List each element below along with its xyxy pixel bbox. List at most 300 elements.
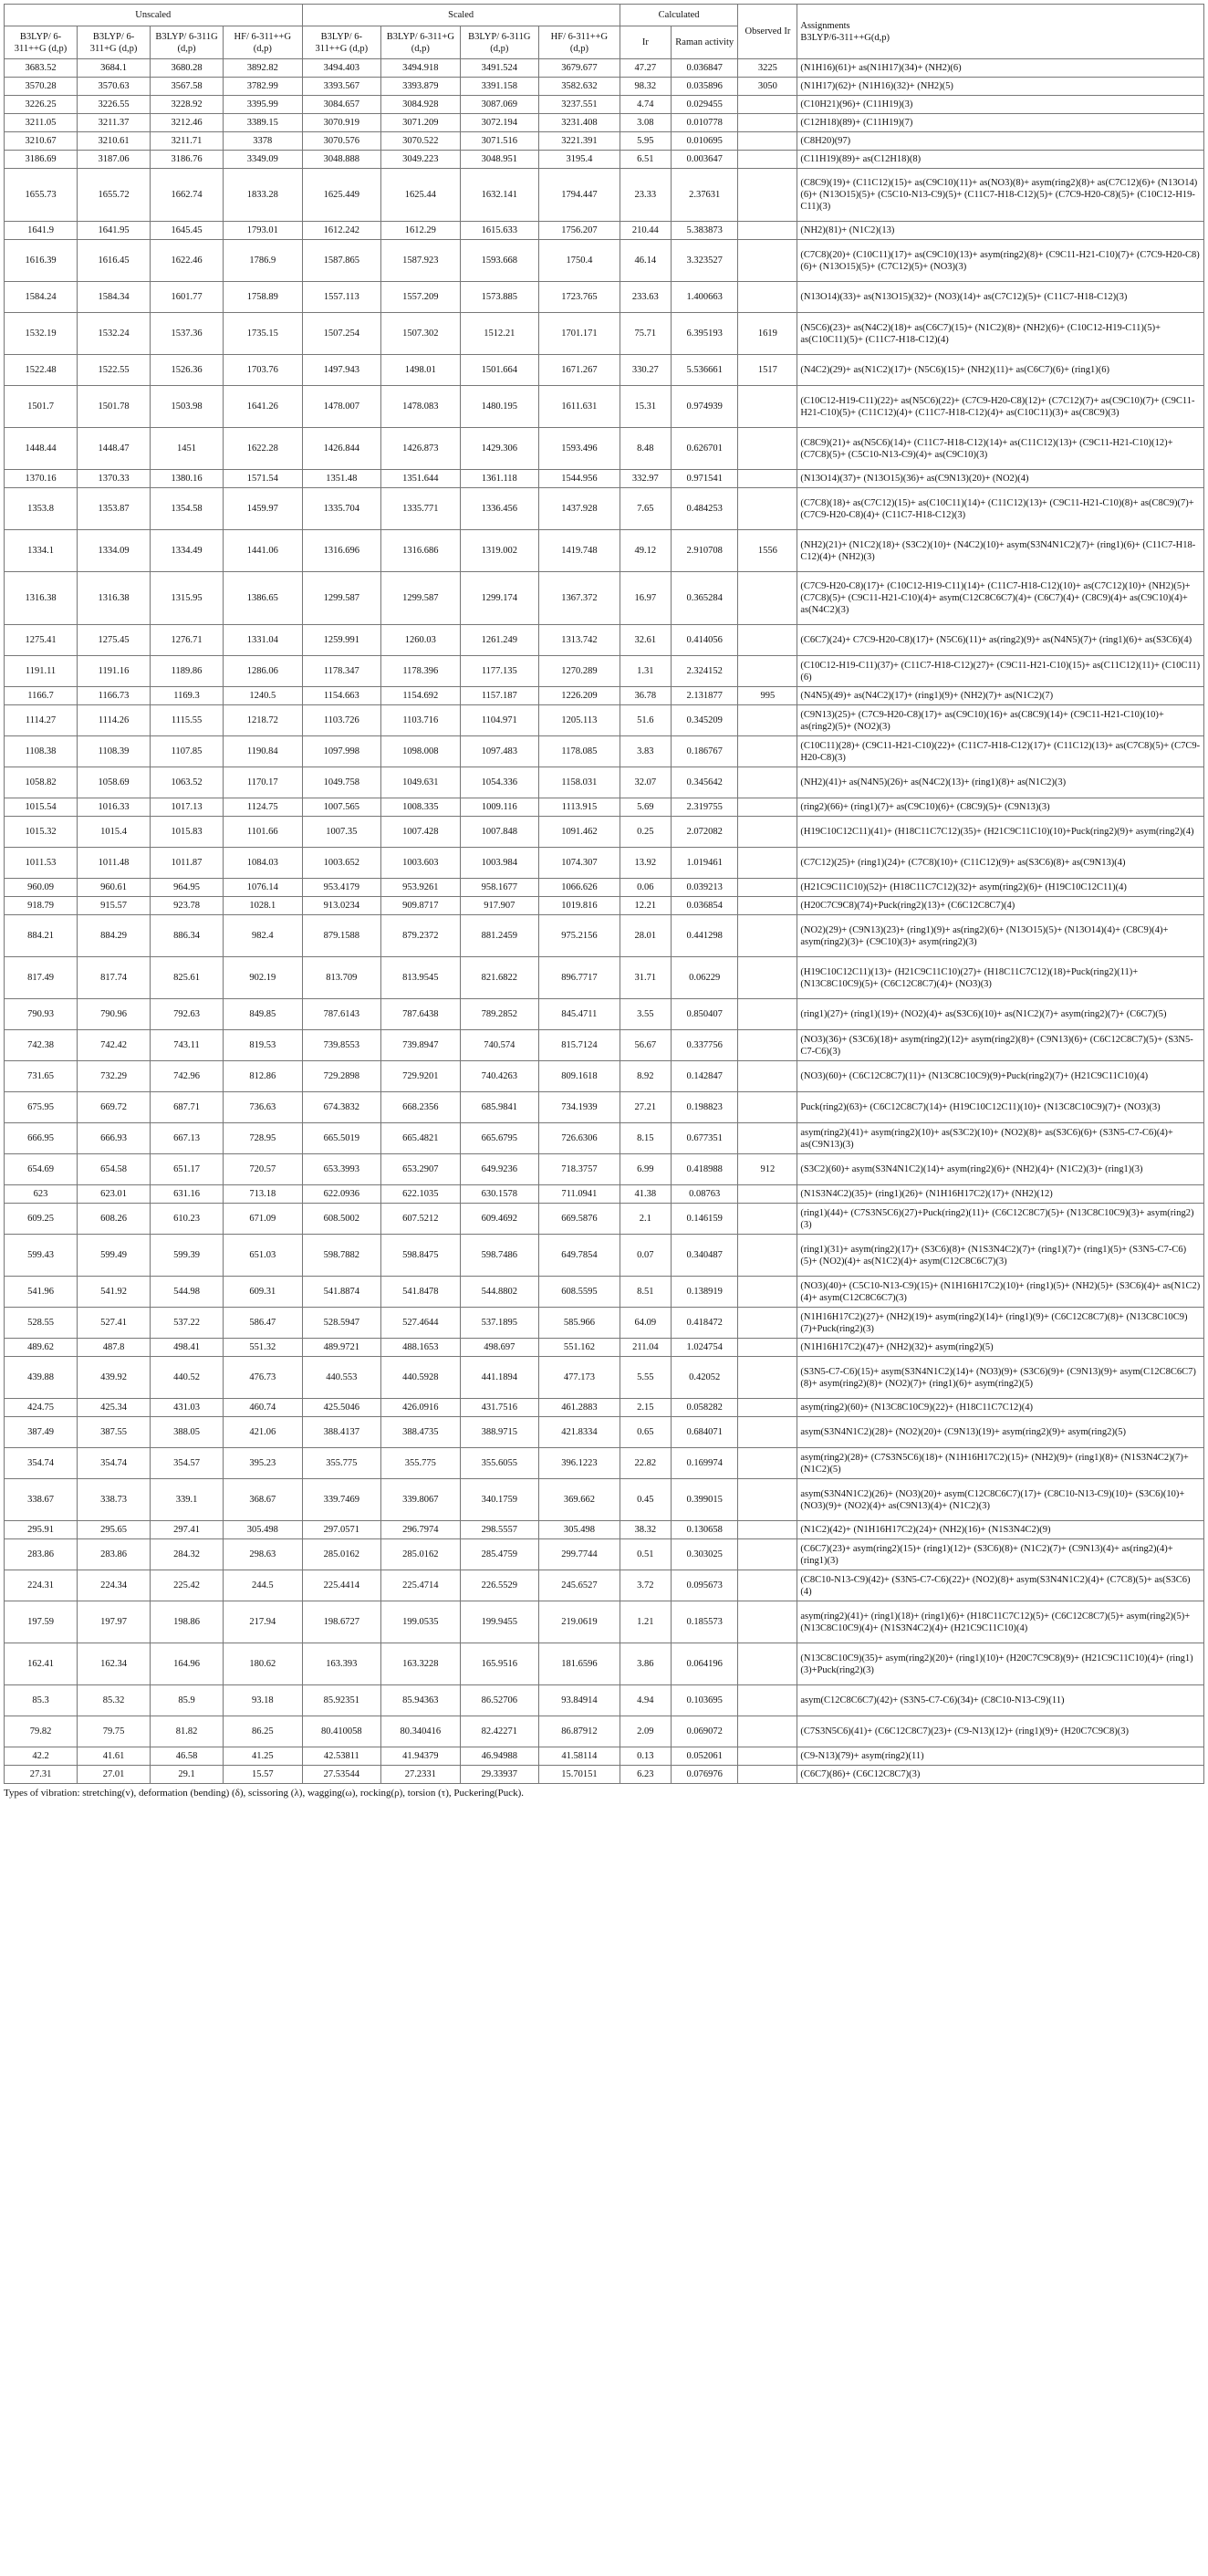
value-cell: 817.74 [78,957,151,999]
value-cell: 815.7124 [539,1030,620,1061]
value-cell: 718.3757 [539,1154,620,1185]
value-cell: 1612.29 [381,222,461,240]
value-cell: 1512.21 [460,313,539,355]
value-cell: 607.5212 [381,1204,461,1235]
value-cell [738,705,797,736]
value-cell: 425.5046 [302,1399,381,1417]
value-cell: 1335.771 [381,488,461,530]
value-cell: 285.4759 [460,1539,539,1570]
assignment-cell: (N1H16H17C2)(27)+ (NH2)(19)+ asym(ring2)(14)+ (ring1)(9)+ (C6C12C8C7)(8)+ (N13C8C10C9)(7)+Puck(ring2)(3) [797,1308,1204,1339]
value-cell: 2.131877 [671,687,738,705]
value-cell: 654.58 [78,1154,151,1185]
value-cell: 1058.82 [5,767,78,798]
value-cell: 3391.158 [460,78,539,96]
value-cell: 5.383873 [671,222,738,240]
value-cell: 1429.306 [460,428,539,470]
value-cell: 1286.06 [224,656,303,687]
value-cell: 654.69 [5,1154,78,1185]
value-cell: 332.97 [620,470,671,488]
table-row [5,132,1204,151]
value-cell: 1625.449 [302,169,381,222]
value-cell: 1205.113 [539,705,620,736]
value-cell: 728.95 [224,1123,303,1154]
value-cell: 86.25 [224,1716,303,1747]
value-cell: 1331.04 [224,625,303,656]
value-cell: 1259.991 [302,625,381,656]
value-cell: 0.142847 [671,1061,738,1092]
assignment-cell: (N5C6)(23)+ as(N4C2)(18)+ as(C6C7)(15)+ (N1C2)(8)+ (NH2)(6)+ (C10C12-H19-C11)(5)+ as(C10C11)(5)+ (C11C7-H18-C12)(4) [797,313,1204,355]
value-cell: 3221.391 [539,132,620,151]
assignment-cell: (C10C12-H19-C11)(37)+ (C11C7-H18-C12)(27)+ (C9C11-H21-C10)(15)+ as(C11C12)(11)+ (C10C11)(6) [797,656,1204,687]
value-cell: 1177.135 [460,656,539,687]
value-cell: 789.2852 [460,999,539,1030]
value-cell: 668.2356 [381,1092,461,1123]
value-cell: 339.7469 [302,1479,381,1521]
value-cell: 1157.187 [460,687,539,705]
value-cell: 0.971541 [671,470,738,488]
value-cell: 27.21 [620,1092,671,1123]
value-cell: 0.484253 [671,488,738,530]
value-cell: 3378 [224,132,303,151]
value-cell: 298.5557 [460,1521,539,1539]
value-cell: 296.7974 [381,1521,461,1539]
value-cell: 388.4735 [381,1417,461,1448]
value-cell: 1451 [151,428,224,470]
column-header: B3LYP/ 6-311G (d,p) [460,26,539,59]
value-cell: 1003.652 [302,848,381,879]
value-cell: 3186.69 [5,151,78,169]
value-cell: 687.71 [151,1092,224,1123]
value-cell: 913.0234 [302,897,381,915]
value-cell: 498.697 [460,1339,539,1357]
value-cell: 0.414056 [671,625,738,656]
value-cell: 3679.677 [539,59,620,78]
value-cell: 729.9201 [381,1061,461,1092]
value-cell: 3582.632 [539,78,620,96]
value-cell: 42.53811 [302,1747,381,1766]
assignment-cell: (NH2)(81)+ (N1C2)(13) [797,222,1204,240]
value-cell: 3050 [738,78,797,96]
value-cell: 3195.4 [539,151,620,169]
value-cell: 233.63 [620,282,671,313]
value-cell: 8.48 [620,428,671,470]
value-cell: 886.34 [151,915,224,957]
value-cell: 162.41 [5,1643,78,1685]
value-cell: 80.410058 [302,1716,381,1747]
value-cell: 1587.923 [381,240,461,282]
value-cell: 0.51 [620,1539,671,1570]
value-cell [738,1716,797,1747]
value-cell: 1557.209 [381,282,461,313]
value-cell: 6.395193 [671,313,738,355]
footnote: Types of vibration: stretching(v), deformation (bending) (δ), scissoring (λ), wagging(ω), rocking(ρ), torsion (τ), Puckering(Puck). [4,1788,525,1799]
value-cell: 1.400663 [671,282,738,313]
value-cell: 425.34 [78,1399,151,1417]
value-cell: 0.06 [620,879,671,897]
value-cell [738,798,797,817]
value-cell: 487.8 [78,1339,151,1357]
value-cell: 6.99 [620,1154,671,1185]
value-cell: 440.52 [151,1357,224,1399]
table-row [5,767,1204,798]
value-cell: 15.31 [620,386,671,428]
value-cell: 5.536661 [671,355,738,386]
assignment-cell: (C7S3N5C6)(41)+ (C6C12C8C7)(23)+ (C9-N13)(12)+ (ring1)(9)+ (H20C7C9C8)(3) [797,1716,1204,1747]
value-cell: 3393.567 [302,78,381,96]
value-cell: 551.32 [224,1339,303,1357]
value-cell: 165.9516 [460,1643,539,1685]
table-row [5,817,1204,848]
value-cell: 395.23 [224,1448,303,1479]
value-cell: 1370.16 [5,470,78,488]
value-cell: 821.6822 [460,957,539,999]
value-cell: 685.9841 [460,1092,539,1123]
value-cell: 527.4644 [381,1308,461,1339]
value-cell: 1459.97 [224,488,303,530]
value-cell [738,1601,797,1643]
value-cell: 740.4263 [460,1061,539,1092]
value-cell: 476.73 [224,1357,303,1399]
value-cell: 440.553 [302,1357,381,1399]
value-cell: 879.1588 [302,915,381,957]
value-cell [738,240,797,282]
value-cell: 1066.626 [539,879,620,897]
value-cell: 0.365284 [671,572,738,625]
table-row [5,59,1204,78]
value-cell: 1098.008 [381,736,461,767]
assignment-cell: (C8C9)(19)+ (C11C12)(15)+ as(C9C10)(11)+ as(NO3)(8)+ asym(ring2)(8)+ as(C7C12)(6)+ (N13O14)(6)+ (N13O15)(5)+ (C5C10-N13-C9)(5)+ (C11C7-H18-C12)(5)+ (C7C9-H20-C8)(5)+ (C10C12-H19-C11)(3) [797,169,1204,222]
value-cell: 3049.223 [381,151,461,169]
table-row [5,470,1204,488]
table-row [5,1570,1204,1601]
table-row [5,386,1204,428]
value-cell: 812.86 [224,1061,303,1092]
value-cell: 3225 [738,59,797,78]
value-cell: 0.185573 [671,1601,738,1643]
value-cell: 1758.89 [224,282,303,313]
assignment-cell: (N1S3N4C2)(35)+ (ring1)(26)+ (N1H16H17C2)(17)+ (NH2)(12) [797,1185,1204,1204]
table-row [5,572,1204,625]
value-cell: 623 [5,1185,78,1204]
assignment-cell: (N13O14)(33)+ as(N13O15)(32)+ (NO3)(14)+ as(C7C12)(5)+ (C11C7-H18-C12)(3) [797,282,1204,313]
value-cell: 15.70151 [539,1766,620,1784]
value-cell: 598.7486 [460,1235,539,1277]
table-row [5,705,1204,736]
assignment-cell: (H19C10C12C11)(41)+ (H18C11C7C12)(35)+ (H21C9C11C10)(10)+Puck(ring2)(9)+ asym(ring2)(4) [797,817,1204,848]
value-cell: 2.319755 [671,798,738,817]
assignment-cell: asym(ring2)(60)+ (N13C8C10C9)(22)+ (H18C11C7C12)(4) [797,1399,1204,1417]
value-cell [738,1417,797,1448]
table-row [5,736,1204,767]
value-cell: 918.79 [5,897,78,915]
value-cell: 0.029455 [671,96,738,114]
value-cell: 0.45 [620,1479,671,1521]
value-cell: 0.974939 [671,386,738,428]
table-row [5,530,1204,572]
assignment-cell: (C10C12-H19-C11)(22)+ as(N5C6)(22)+ (C7C9-H20-C8)(12)+ (C7C12)(7)+ as(C9C10)(7)+ (C9C11-H21-C10)(5)+ (C11C12)(4)+ (C11C7-H18-C12)(4)+ as(C10C11)(3)+ as(C8C9)(3) [797,386,1204,428]
value-cell: 217.94 [224,1601,303,1643]
value-cell: 488.1653 [381,1339,461,1357]
value-cell: 387.55 [78,1417,151,1448]
value-cell [738,999,797,1030]
value-cell: 1351.644 [381,470,461,488]
value-cell: 0.337756 [671,1030,738,1061]
value-cell: 720.57 [224,1154,303,1185]
assignment-cell: (NH2)(21)+ (N1C2)(18)+ (S3C2)(10)+ (N4C2)(10)+ asym(S3N4N1C2)(7)+ (ring1)(6)+ (C11C7-H18-C12)(4)+ (NH2)(3) [797,530,1204,572]
table-row [5,656,1204,687]
value-cell: 1544.956 [539,470,620,488]
table-row [5,1092,1204,1123]
value-cell: 47.27 [620,59,671,78]
value-cell [738,222,797,240]
value-cell: 12.21 [620,897,671,915]
value-cell: 1007.428 [381,817,461,848]
value-cell: 6.51 [620,151,671,169]
value-cell: 740.574 [460,1030,539,1061]
assignment-cell: (C7C8)(20)+ (C10C11)(17)+ as(C9C10)(13)+ asym(ring2)(8)+ (C9C11-H21-C10)(7)+ (C7C9-H20-C8)(6)+ (N13O15)(5)+ (C7C12)(5)+ (NO3)(3) [797,240,1204,282]
value-cell: 623.01 [78,1185,151,1204]
column-header: HF/ 6-311++G (d,p) [224,26,303,59]
value-cell: 22.82 [620,1448,671,1479]
value-cell: 669.5876 [539,1204,620,1235]
value-cell: 739.8947 [381,1030,461,1061]
value-cell: 27.31 [5,1766,78,1784]
value-cell: 0.052061 [671,1747,738,1766]
value-cell: 3211.37 [78,114,151,132]
value-cell: 653.3993 [302,1154,381,1185]
value-cell: 1622.28 [224,428,303,470]
value-cell: 3212.46 [151,114,224,132]
assignments-method: B3LYP/6-311++G(d,p) [800,32,890,43]
value-cell: 1275.41 [5,625,78,656]
value-cell: 0.069072 [671,1716,738,1747]
table-row [5,897,1204,915]
value-cell: 1007.848 [460,817,539,848]
value-cell: 6.23 [620,1766,671,1784]
value-cell: 1701.171 [539,313,620,355]
value-cell: 85.94363 [381,1685,461,1716]
value-cell: 23.33 [620,169,671,222]
value-cell [738,1766,797,1784]
value-cell: 1316.38 [5,572,78,625]
assignment-cell: (NO3)(60)+ (C6C12C8C7)(11)+ (N13C8C10C9)(9)+Puck(ring2)(7)+ (H21C9C11C10)(4) [797,1061,1204,1092]
value-cell [738,1685,797,1716]
assignment-cell: (N1H17)(62)+ (N1H16)(32)+ (NH2)(5) [797,78,1204,96]
value-cell: 339.1 [151,1479,224,1521]
value-cell: 197.59 [5,1601,78,1643]
value-cell: 669.72 [78,1092,151,1123]
value-cell: 1794.447 [539,169,620,222]
value-cell: 630.1578 [460,1185,539,1204]
value-cell: 787.6438 [381,999,461,1030]
table-row [5,1766,1204,1784]
value-cell: 1178.347 [302,656,381,687]
value-cell: 3.323527 [671,240,738,282]
value-cell: 599.49 [78,1235,151,1277]
value-cell: 3567.58 [151,78,224,96]
value-cell: 1316.686 [381,530,461,572]
value-cell: 1611.631 [539,386,620,428]
value-cell: 649.7854 [539,1235,620,1277]
value-cell: 1319.002 [460,530,539,572]
value-cell: 27.2331 [381,1766,461,1784]
value-cell: 199.0535 [381,1601,461,1643]
value-cell: 3226.25 [5,96,78,114]
value-cell: 739.8553 [302,1030,381,1061]
value-cell: 1101.66 [224,817,303,848]
value-cell [738,428,797,470]
value-cell: 32.61 [620,625,671,656]
value-cell: 958.1677 [460,879,539,897]
value-cell: 665.4821 [381,1123,461,1154]
column-header: B3LYP/ 6-311+G (d,p) [78,26,151,59]
value-cell: 813.9545 [381,957,461,999]
assignment-cell: (NO2)(29)+ (C9N13)(23)+ (ring1)(9)+ as(ring2)(6)+ (N13O15)(5)+ (N13O14)(4)+ (C8C9)(4)+ asym(ring2)(3)+ (C9C10)(3)+ asym(ring2)(3) [797,915,1204,957]
table-row [5,1357,1204,1399]
group-observed-ir: Observed Ir [738,5,797,59]
table-row [5,1277,1204,1308]
value-cell: 541.96 [5,1277,78,1308]
column-header: B3LYP/ 6-311G (d,p) [151,26,224,59]
value-cell: 354.57 [151,1448,224,1479]
value-cell [738,736,797,767]
value-cell: 1.024754 [671,1339,738,1357]
value-cell: 1049.631 [381,767,461,798]
assignment-cell: (C7C9-H20-C8)(17)+ (C10C12-H19-C11)(14)+ (C11C7-H18-C12)(10)+ as(C7C12)(10)+ (NH2)(5)+ (C7C8)(5)+ (C9C11-H21-C10)(4)+ asym(C12C8C6C7)(4)+ (C6C7)(4)+ (C8C9)(4)+ as(C9C10)(4)+ as(N4C2)(3) [797,572,1204,625]
assignment-cell: (C11H19)(89)+ as(C12H18)(8) [797,151,1204,169]
value-cell: 1625.44 [381,169,461,222]
assignment-cell: Puck(ring2)(63)+ (C6C12C8C7)(14)+ (H19C10C12C11)(10)+ (N13C8C10C9)(7)+ (NO3)(3) [797,1092,1204,1123]
assignment-cell: (C7C12)(25)+ (ring1)(24)+ (C7C8)(10)+ (C11C12)(9)+ as(S3C6)(8)+ as(C9N13)(4) [797,848,1204,879]
value-cell: 244.5 [224,1570,303,1601]
table-row [5,1030,1204,1061]
value-cell: 598.7882 [302,1235,381,1277]
value-cell: 790.93 [5,999,78,1030]
value-cell: 3187.06 [78,151,151,169]
value-cell: 1426.844 [302,428,381,470]
assignment-cell: (C6C7)(24)+ C7C9-H20-C8)(17)+ (N5C6)(11)+ as(ring2)(9)+ as(N4N5)(7)+ (ring1)(6)+ as(S3C6)(4) [797,625,1204,656]
value-cell [738,114,797,132]
value-cell: 1240.5 [224,687,303,705]
value-cell: 3210.61 [78,132,151,151]
value-cell: 164.96 [151,1643,224,1685]
value-cell: 3211.05 [5,114,78,132]
value-cell: 1334.1 [5,530,78,572]
value-cell: 369.662 [539,1479,620,1521]
value-cell: 3389.15 [224,114,303,132]
value-cell: 0.058282 [671,1399,738,1417]
value-cell: 1011.48 [78,848,151,879]
value-cell: 330.27 [620,355,671,386]
value-cell: 1498.01 [381,355,461,386]
value-cell: 3683.52 [5,59,78,78]
assignment-cell: (ring1)(31)+ asym(ring2)(17)+ (S3C6)(8)+ (N1S3N4C2)(7)+ (ring1)(7)+ (ring1)(5)+ (S3N5-C7-C6)(5)+ (NO2)(4)+ as(N1C2)(4)+ asym(C12C8C6C7)(3) [797,1235,1204,1277]
value-cell: 1097.998 [302,736,381,767]
table-row [5,313,1204,355]
value-cell: 7.65 [620,488,671,530]
value-cell: 31.71 [620,957,671,999]
assignment-cell: (H21C9C11C10)(52)+ (H18C11C7C12)(32)+ asym(ring2)(6)+ (H19C10C12C11)(4) [797,879,1204,897]
value-cell: 1169.3 [151,687,224,705]
value-cell: 477.173 [539,1357,620,1399]
value-cell: 3393.879 [381,78,461,96]
value-cell: 8.92 [620,1061,671,1092]
value-cell: 0.036854 [671,897,738,915]
value-cell: 210.44 [620,222,671,240]
table-row [5,240,1204,282]
value-cell: 28.01 [620,915,671,957]
value-cell: 675.95 [5,1092,78,1123]
value-cell: 879.2372 [381,915,461,957]
value-cell: 86.52706 [460,1685,539,1716]
value-cell [738,488,797,530]
value-cell: 1616.45 [78,240,151,282]
value-cell: 1178.396 [381,656,461,687]
value-cell: 1655.72 [78,169,151,222]
value-cell: 0.399015 [671,1479,738,1521]
value-cell: 1517 [738,355,797,386]
value-cell: 199.9455 [460,1601,539,1643]
value-cell [738,572,797,625]
value-cell: 79.82 [5,1716,78,1747]
value-cell: 1076.14 [224,879,303,897]
value-cell: 1353.87 [78,488,151,530]
value-cell: 608.5595 [539,1277,620,1308]
value-cell: 1334.49 [151,530,224,572]
value-cell: 3186.76 [151,151,224,169]
value-cell: 960.09 [5,879,78,897]
assignment-cell: (H19C10C12C11)(13)+ (H21C9C11C10)(27)+ (H18C11C7C12)(18)+Puck(ring2)(11)+ (N13C8C10C9)(5)+ (C6C12C8C7)(4)+ (NO3)(3) [797,957,1204,999]
value-cell: 734.1939 [539,1092,620,1123]
value-cell: 5.69 [620,798,671,817]
table-row [5,1185,1204,1204]
value-cell: 388.4137 [302,1417,381,1448]
value-cell: 1615.633 [460,222,539,240]
value-cell: 3048.951 [460,151,539,169]
value-cell [738,386,797,428]
value-cell: 421.06 [224,1417,303,1448]
value-cell: 1103.726 [302,705,381,736]
value-cell: 964.95 [151,879,224,897]
value-cell: 1166.73 [78,687,151,705]
value-cell: 0.103695 [671,1685,738,1716]
table-header [5,5,1204,59]
value-cell: 226.5529 [460,1570,539,1601]
value-cell: 1354.58 [151,488,224,530]
value-cell: 461.2883 [539,1399,620,1417]
assignment-cell: (N13C8C10C9)(35)+ asym(ring2)(20)+ (ring1)(10)+ (H20C7C9C8)(9)+ (H21C9C11C10)(4)+ (ring1)(3)+Puck(ring2)(3) [797,1643,1204,1685]
value-cell: 1612.242 [302,222,381,240]
value-cell: 489.62 [5,1339,78,1357]
value-cell: 85.92351 [302,1685,381,1716]
value-cell: 1191.16 [78,656,151,687]
value-cell: 3.55 [620,999,671,1030]
value-cell: 1178.085 [539,736,620,767]
value-cell: 46.94988 [460,1747,539,1766]
assignment-cell: (N4N5)(49)+ as(N4C2)(17)+ (ring1)(9)+ (NH2)(7)+ as(N1C2)(7) [797,687,1204,705]
value-cell: 3087.069 [460,96,539,114]
value-cell: 609.4692 [460,1204,539,1235]
column-header: B3LYP/ 6-311++G (d,p) [5,26,78,59]
value-cell: 1593.668 [460,240,539,282]
value-cell: 1735.15 [224,313,303,355]
value-cell: 1641.95 [78,222,151,240]
table-row [5,1154,1204,1185]
value-cell: 541.8874 [302,1277,381,1308]
value-cell: 849.85 [224,999,303,1030]
value-cell: 586.47 [224,1308,303,1339]
value-cell: 674.3832 [302,1092,381,1123]
